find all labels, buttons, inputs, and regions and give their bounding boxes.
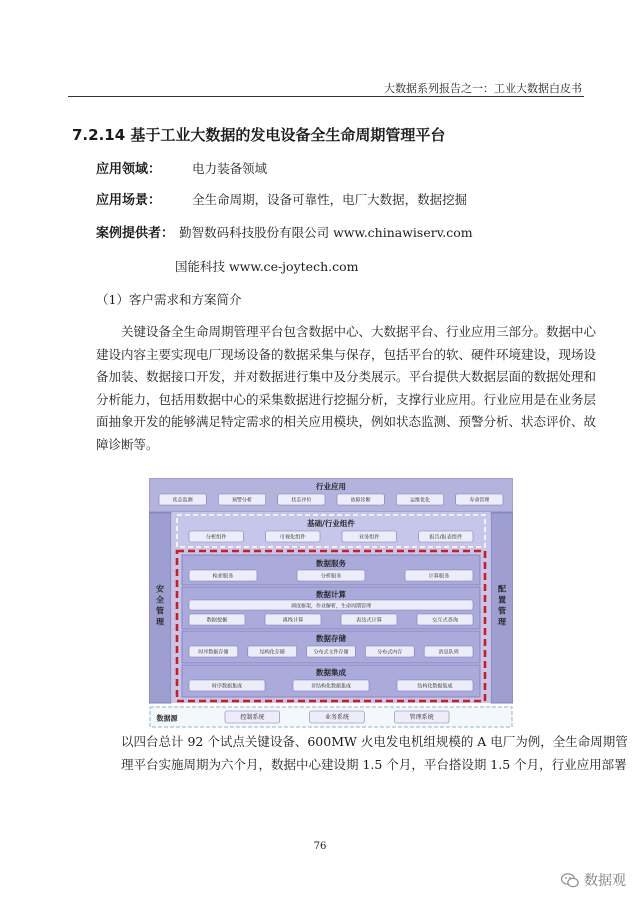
diagram-box-label: 计算服务: [428, 573, 450, 580]
diagram-box-label: 控制系统: [240, 714, 265, 722]
meta-scene: [96, 189, 467, 208]
data-integration-title: 数据集成: [316, 668, 346, 677]
diagram-box-label: 报告/报表组件: [429, 534, 463, 541]
text-line: 备加装、数据接口开发，并对数据进行集中及分类展示。平台提供大数据层面的数据处理和: [96, 369, 597, 385]
scene-value: 全生命周期，设备可靠性，电厂大数据，数据挖掘: [192, 192, 468, 207]
diagram-box-label: 业务组件: [358, 534, 380, 541]
text-line: 建设内容主要实现电厂现场设备的数据采集与保存，包括平台的软、硬件环境建设，现场设: [96, 346, 597, 362]
provider-1: 勤智数码科技股份有限公司 www.chinawiserv.com: [179, 225, 473, 240]
compute-bar-label: 调度框架，作业解析，生命周期管理: [290, 603, 372, 610]
text-line: 关键设备全生命周期管理平台包含数据中心、大数据平台、行业应用三部分。数据中心: [121, 324, 597, 339]
diagram-box-label: 状态评价: [291, 497, 312, 504]
data-service-title: 数据服务: [316, 559, 346, 568]
provider-label: 案例提供者：: [96, 226, 175, 241]
paragraph-2: [96, 731, 628, 776]
diagram-box-label: 分析服务: [320, 573, 342, 580]
diagram-box-label: 预警分析: [231, 497, 253, 504]
scene-label: 应用场景：: [96, 193, 162, 208]
text-line: 理平台实施周期为六个月，数据中心建设期 1.5 个月，平台搭设期 1.5 个月，行业应用部署: [121, 756, 627, 772]
text-line: 分析能力，包括用数据中心的采集数据进行挖掘分析，支撑行业应用。行业应用是在业务层: [96, 391, 597, 407]
running-header: 大数据系列报告之一：工业大数据白皮书: [384, 82, 582, 95]
components-title: 基础/行业组件: [307, 519, 355, 528]
meta-domain: [96, 158, 267, 177]
diagram-box-label: 状态监测: [172, 497, 193, 504]
data-source-title: 数据源: [156, 714, 178, 723]
diagram-box-label: 运维优化: [409, 497, 431, 504]
diagram-box-label: 寿命管理: [469, 497, 490, 504]
diagram-box-label: 分布式文件存储: [313, 649, 349, 656]
watermark: [561, 870, 626, 890]
diagram-box-label: 检索服务: [212, 573, 234, 580]
watermark-text: 数据观: [584, 873, 626, 889]
diagram-box-label: 离线计算: [282, 617, 304, 624]
diagram-box-label: 时序数据存储: [198, 649, 229, 656]
diagram-box-label: 故障诊断: [350, 497, 371, 504]
subheading: （1）客户需求和方案简介: [96, 292, 242, 307]
diagram-box-label: 管理系统: [409, 714, 434, 722]
data-compute-title: 数据计算: [316, 590, 346, 599]
paragraph-1: [96, 321, 597, 457]
diagram-box-label: 消息队列: [438, 649, 459, 656]
diagram-box-label: 可视化组件: [279, 534, 306, 541]
header-rule: [68, 96, 584, 97]
industry-app-title: 行业应用: [316, 482, 346, 491]
diagram-box-label: 业务系统: [324, 714, 350, 722]
diagram-box-label: 数据挖掘: [206, 617, 228, 624]
diagram-box-label: 分布式内存: [377, 649, 403, 656]
page-number: 76: [313, 841, 327, 852]
provider-2: 国能科技 www.ce-joytech.com: [175, 259, 359, 274]
data-storage-title: 数据存储: [316, 634, 346, 643]
security-label: 安全管理: [156, 584, 164, 627]
text-line: 以四台总计 92 个试点关键设备、600MW 火电发电机组规模的 A 电厂为例，全生命周期管: [121, 734, 628, 749]
text-line: 面抽象开发的能够满足特定需求的相关应用模块，例如状态监测、预警分析、状态评价、故: [96, 414, 597, 430]
architecture-diagram: [149, 478, 513, 728]
domain-label: 应用领域：: [96, 162, 162, 177]
diagram-box-label: 时序数据集成: [211, 683, 243, 690]
text-line: 障诊断等。: [96, 436, 159, 452]
diagram-box-label: 结构化数据集成: [417, 683, 453, 690]
diagram-box-label: 非结构化数据集成: [310, 683, 352, 690]
diagram-box-label: 结构化存储: [259, 649, 285, 656]
diagram-box-label: 交互式查询: [432, 617, 458, 624]
diagram-box-label: 分析组件: [205, 534, 227, 541]
domain-value: 电力装备领域: [192, 161, 268, 176]
wechat-icon: [561, 873, 579, 888]
section-title: 7.2.14 基于工业大数据的发电设备全生命周期管理平台: [72, 126, 446, 144]
meta-provider: [96, 222, 473, 241]
diagram-box-label: 表达式计算: [356, 617, 382, 624]
config-label: 配置管理: [498, 584, 506, 627]
